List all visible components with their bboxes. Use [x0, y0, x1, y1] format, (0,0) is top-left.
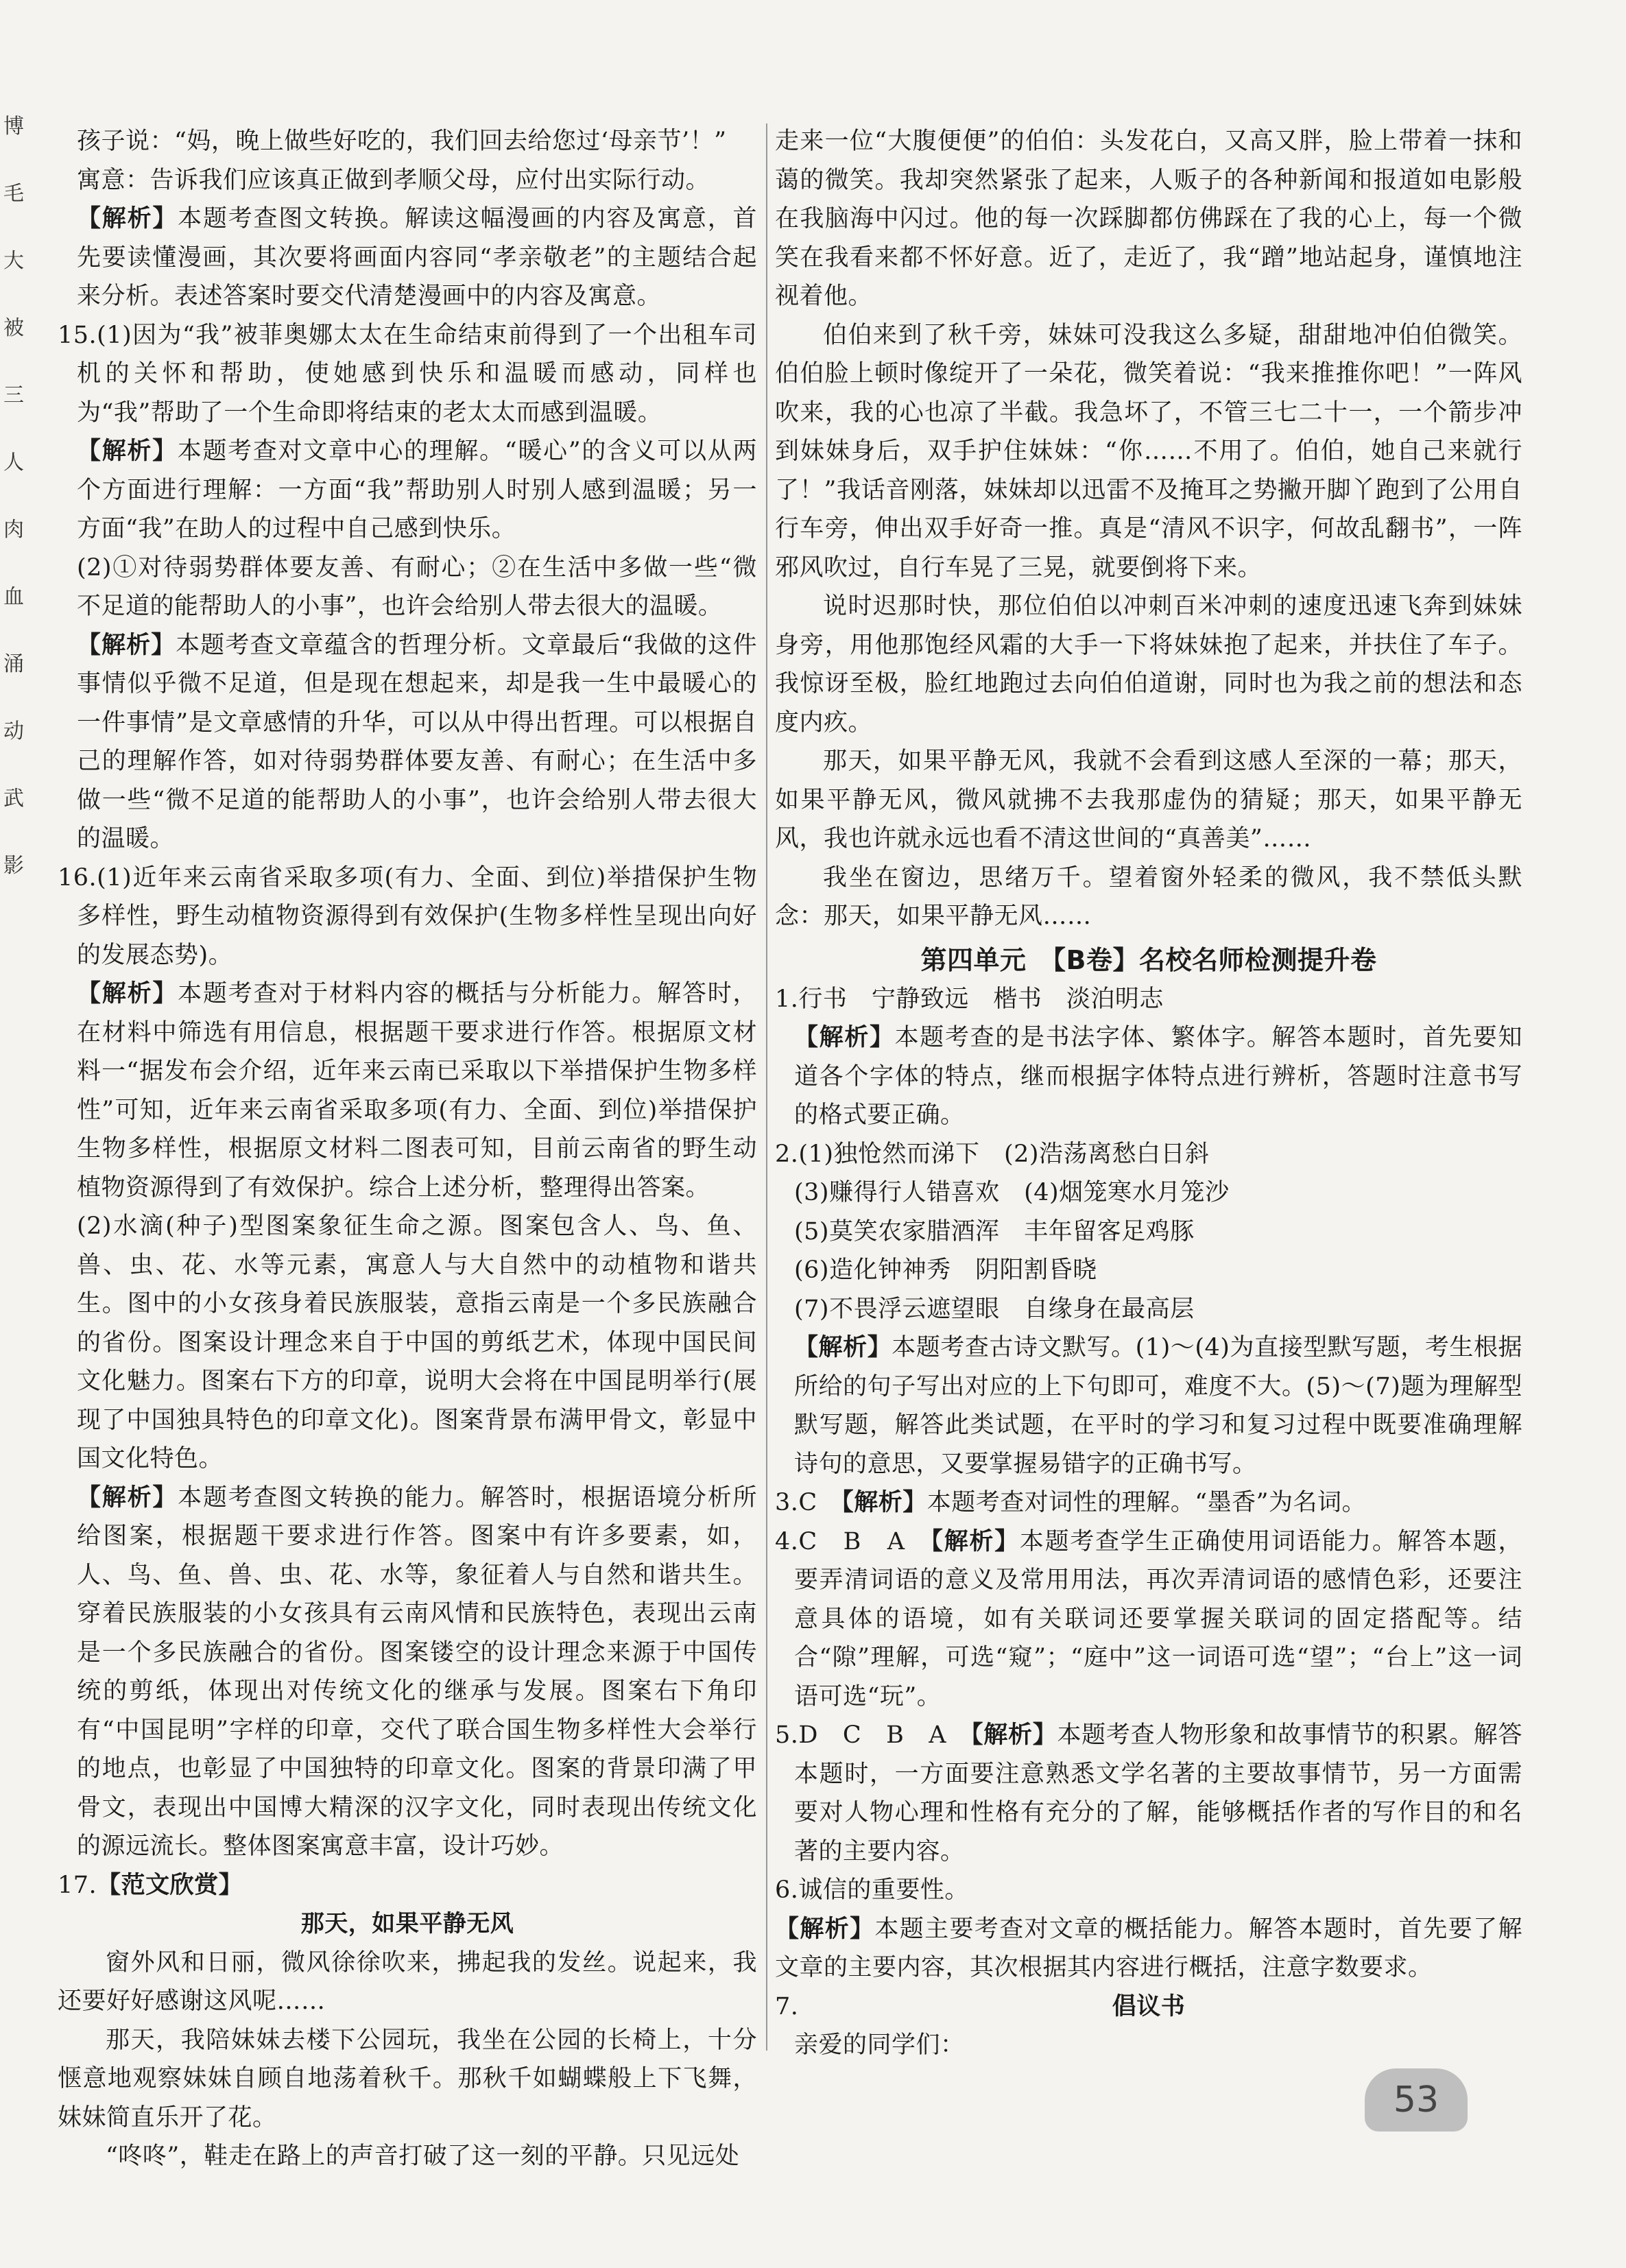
paragraph [58, 626, 757, 859]
paragraph [58, 1479, 757, 1866]
page-number: 53 [1365, 2068, 1468, 2132]
keyword-label: 【解析】 [931, 1527, 1020, 1555]
paragraph [775, 1018, 1522, 1135]
paragraph [775, 1988, 1522, 2027]
paragraph: 孩子说：“妈，晚上做些好吃的，我们回去给您过‘母亲节’！” [77, 128, 727, 155]
paragraph: 我坐在窗边，思绪万千。望着窗外轻柔的微风，我不禁低头默念：那天，如果平静无风…… [775, 863, 1522, 930]
keyword-label: 【范文欣赏】 [97, 1871, 243, 1899]
paragraph: (2)水滴(种子)型图案象征生命之源。图案包含人、鸟、鱼、兽、虫、花、水等元素，寓意人与大自然中的动植物和谐共生。图中的小女孩身着民族服装，意指云南是一个多民族融合的省份。图案设计理念来自于中国的剪纸艺术，体现中国民间文化魅力。图案右下方的印章，说明大会将在中国昆明举行(展现了中国独具特色的印章文化)。图案背景布满甲骨文，彰显中国文化特色。 [77, 1213, 757, 1472]
paragraph: (2)①对待弱势群体要友善、有耐心；②在生活中多做一些“微不足道的能帮助人的小事”，也许会给别人带去很大的温暖。 [77, 553, 757, 620]
paragraph [775, 1328, 1522, 1483]
analysis-text: 本题考查图文转换的能力。解答时，根据语境分析所给图案，根据题干要求进行作答。图案中有许多要素，如，人、鸟、鱼、兽、虫、花、水等，象征着人与自然和谐共生。穿着民族服装的小女孩具有云南风情和民族特色，表现出云南是一个多民族融合的省份。图案镂空的设计理念来源于中国传统的剪纸，体现出对传统文化的继承与发展。图案右下角印有“中国昆明”字样的印章，交代了联合国生物多样性大会举行的地点，也彰显了中国独特的印章文化。图案的背景印满了甲骨文，表现出中国博大精深的汉字文化，同时表现出传统文化的源远流长。整体图案寓意丰富，设计巧妙。 [77, 1483, 757, 1860]
analysis-text: 本题考查文章蕴含的哲理分析。文章最后“我做的这件事情似乎微不足道，但是现在想起来，却是我一生中最暖心的一件事情”是文章感情的升华，可以从中得出哲理。可以根据自己的理解作答，如对待弱势群体要友善、有耐心；在生活中多做一些“微不足道的能帮助人的小事”，也许会给别人带去很大的温暖。 [77, 631, 757, 852]
paragraph: 伯伯来到了秋千旁，妹妹可没我这么多疑，甜甜地冲伯伯微笑。伯伯脸上顿时像绽开了一朵花，微笑着说：“我来推推你吧！”一阵风吹来，我的心也凉了半截。我急坏了，不管三七二十一，一个箭步冲到妹妹身后，双手护住妹妹：“你……不用了。伯伯，她自己来就行了！”我话音刚落，妹妹却以迅雷不及掩耳之势撇开脚丫跑到了公用自行车旁，伸出双手好奇一推。真是“清风不识字，何故乱翻书”，一阵邪风吹过，自行车晃了三晃，就要倒将下来。 [775, 321, 1522, 582]
right-column [775, 122, 1522, 2065]
essay-title: 那天，如果平静无风 [300, 1910, 514, 1937]
bleed-char: 影 [3, 854, 24, 878]
left-column [58, 122, 757, 2176]
keyword-label: 【解析】 [794, 1334, 892, 1361]
analysis-text: 本题考查对词性的理解。“墨香”为名词。 [926, 1489, 1366, 1516]
keyword-label: 【解析】 [77, 631, 176, 659]
bleed-char: 毛 [3, 182, 24, 206]
keyword-label: 【解析】 [775, 1915, 875, 1943]
bleed-char: 动 [3, 719, 24, 743]
item-number: 7. [775, 1992, 799, 2020]
bleed-char: 被 [3, 316, 24, 340]
paragraph [58, 1866, 757, 1905]
column-divider [766, 123, 767, 2051]
bleed-char: 人 [3, 451, 24, 475]
paragraph: (7)不畏浮云遮望眼 自缘身在最高层 [794, 1295, 1195, 1323]
paragraph: 走来一位“大腹便便”的伯伯：头发花白，又高又胖，脸上带着一抹和蔼的微笑。我却突然紧张了起来，人贩子的各种新闻和报道如电影般在我脑海中闪过。他的每一次踩脚都仿佛踩在了我的心上，每一个微笑在我看来都不怀好意。近了，走近了，我“蹭”地站起身，谨慎地注视着他。 [775, 128, 1522, 310]
keyword-label: 【解析】 [77, 205, 178, 232]
analysis-text: 本题考查古诗文默写。(1)～(4)为直接型默写题，考生根据所给的句子写出对应的上下句即可，难度不大。(5)～(7)题为理解型默写题，解答此类试题，在平时的学习和复习过程中既要准确理解诗句的意思，又要掌握易错字的正确书写。 [794, 1334, 1522, 1478]
paragraph: (5)莫笑农家腊酒浑 丰年留客足鸡豚 [794, 1217, 1195, 1245]
paragraph [775, 1483, 1522, 1523]
paragraph: (6)造化钟神秀 阴阳割昏晓 [794, 1256, 1097, 1284]
paragraph [775, 1716, 1522, 1871]
paragraph [775, 1910, 1522, 1988]
paragraph: “咚咚”，鞋走在路上的声音打破了这一刻的平静。只见远处 [106, 2142, 740, 2170]
paragraph: 说时迟那时快，那位伯伯以冲刺百米冲刺的速度迅速飞奔到妹妹身旁，用他那饱经风霜的大手一下将妹妹抱了起来，并扶住了车子。我惊讶至极，脸红地跑过去向伯伯道谢，同时也为我之前的想法和态度内疚。 [775, 593, 1522, 737]
bleed-char: 涌 [3, 652, 24, 676]
answer-text: 3.C [775, 1489, 842, 1516]
paragraph [775, 1523, 1522, 1717]
answer-text: 5.D C B A [775, 1721, 972, 1749]
paragraph: (3)赚得行人错喜欢 (4)烟笼寒水月笼沙 [794, 1179, 1230, 1206]
bleed-char: 三 [3, 383, 24, 407]
analysis-text: 本题主要考查对文章的概括能力。解答本题时，首先要了解文章的主要内容，其次根据其内容进行概括，注意字数要求。 [775, 1915, 1522, 1981]
answer-text: 4.C B A [775, 1527, 931, 1555]
paragraph: 那天，如果平静无风，我就不会看到这感人至深的一幕；那天，如果平静无风，微风就拂不去我那虚伪的猜疑；那天，如果平静无风，我也许就永远也看不清这世间的“真善美”…… [775, 748, 1522, 852]
analysis-text: 本题考查对于材料内容的概括与分析能力。解答时，在材料中筛选有用信息，根据题干要求进行作答。根据原文材料一“据发布会介绍，近年来云南已采取以下举措保护生物多样性”可知，近年来云南省采取多项(有力、全面、到位)举措保护生物多样性，根据原文材料二图表可知，目前云南省的野生动植物资源得到了有效保护。综合上述分析，整理得出答案。 [77, 980, 757, 1202]
keyword-label: 【解析】 [77, 1483, 178, 1512]
keyword-label: 【解析】 [77, 438, 178, 465]
paragraph [58, 432, 757, 549]
bleed-char: 大 [3, 249, 24, 273]
keyword-label: 【解析】 [794, 1024, 895, 1051]
analysis-text: 本题考查人物形象和故事情节的积累。解答本题时，一方面要注意熟悉文学名著的主要故事情节，另一方面需要对人物心理和性格有充分的了解，能够概括作者的写作目的和名著的主要内容。 [794, 1721, 1522, 1865]
paragraph: 1.行书 宁静致远 楷书 淡泊明志 [775, 985, 1164, 1013]
paragraph: 亲爱的同学们： [794, 2031, 965, 2059]
bleed-char: 血 [3, 585, 24, 609]
paragraph [58, 200, 757, 316]
paragraph: 寓意：告诉我们应该真正做到孝顺父母，应付出实际行动。 [77, 166, 710, 194]
analysis-text: 本题考查对文章中心的理解。“暖心”的含义可以从两个方面进行理解：一方面“我”帮助别人时别人感到温暖；另一方面“我”在助人的过程中自己感到快乐。 [77, 438, 757, 542]
analysis-text: 本题考查的是书法字体、繁体字。解答本题时，首先要知道各个字体的特点，继而根据字体特点进行辨析，答题时注意书写的格式要正确。 [794, 1024, 1522, 1129]
keyword-label: 【解析】 [841, 1489, 927, 1516]
paragraph: 2.(1)独怆然而涕下 (2)浩荡离愁白日斜 [775, 1140, 1210, 1168]
analysis-text: 本题考查学生正确使用词语能力。解答本题，要弄清词语的意义及常用用法，再次弄清词语的感情色彩，还要注意具体的语境，如有关联词还要掌握关联词的固定搭配等。结合“隙”理解，可选“窥”；“庭中”这一词语可选“望”；“台上”这一词语可选“玩”。 [794, 1527, 1522, 1710]
paragraph: 那天，我陪妹妹去楼下公园玩，我坐在公园的长椅上，十分惬意地观察妹妹自顾自地荡着秋千。那秋千如蝴蝶般上下飞舞，妹妹简直乐开了花。 [58, 2026, 757, 2132]
item-number: 17. [58, 1871, 97, 1899]
letter-title: 倡议书 [1112, 1992, 1186, 2020]
paragraph: 16.(1)近年来云南省采取多项(有力、全面、到位)举措保护生物多样性，野生动植物资源得到有效保护(生物多样性呈现出向好的发展态势)。 [58, 863, 757, 969]
paragraph: 6.诚信的重要性。 [775, 1876, 969, 1904]
bleed-char: 武 [3, 787, 24, 811]
paragraph: 窗外风和日丽，微风徐徐吹来，拂起我的发丝。说起来，我还要好好感谢这风呢…… [58, 1948, 757, 2015]
paragraph [58, 975, 757, 1207]
bleed-char: 肉 [3, 518, 24, 542]
keyword-label: 【解析】 [971, 1721, 1057, 1749]
unit-heading: 第四单元 【B卷】名校名师检测提升卷 [920, 944, 1377, 975]
analysis-text: 本题考查图文转换。解读这幅漫画的内容及寓意，首先要读懂漫画，其次要将画面内容同“孝亲敬老”的主题结合起来分析。表述答案时要交代清楚漫画中的内容及寓意。 [77, 205, 757, 310]
keyword-label: 【解析】 [77, 980, 178, 1007]
bleed-through-margin [0, 117, 27, 1063]
paragraph: 15.(1)因为“我”被菲奥娜太太在生命结束前得到了一个出租车司机的关怀和帮助，使她感到快乐和温暖而感动，同样也为“我”帮助了一个生命即将结束的老太太而感到温暖。 [58, 321, 757, 427]
bleed-char: 博 [3, 115, 24, 139]
